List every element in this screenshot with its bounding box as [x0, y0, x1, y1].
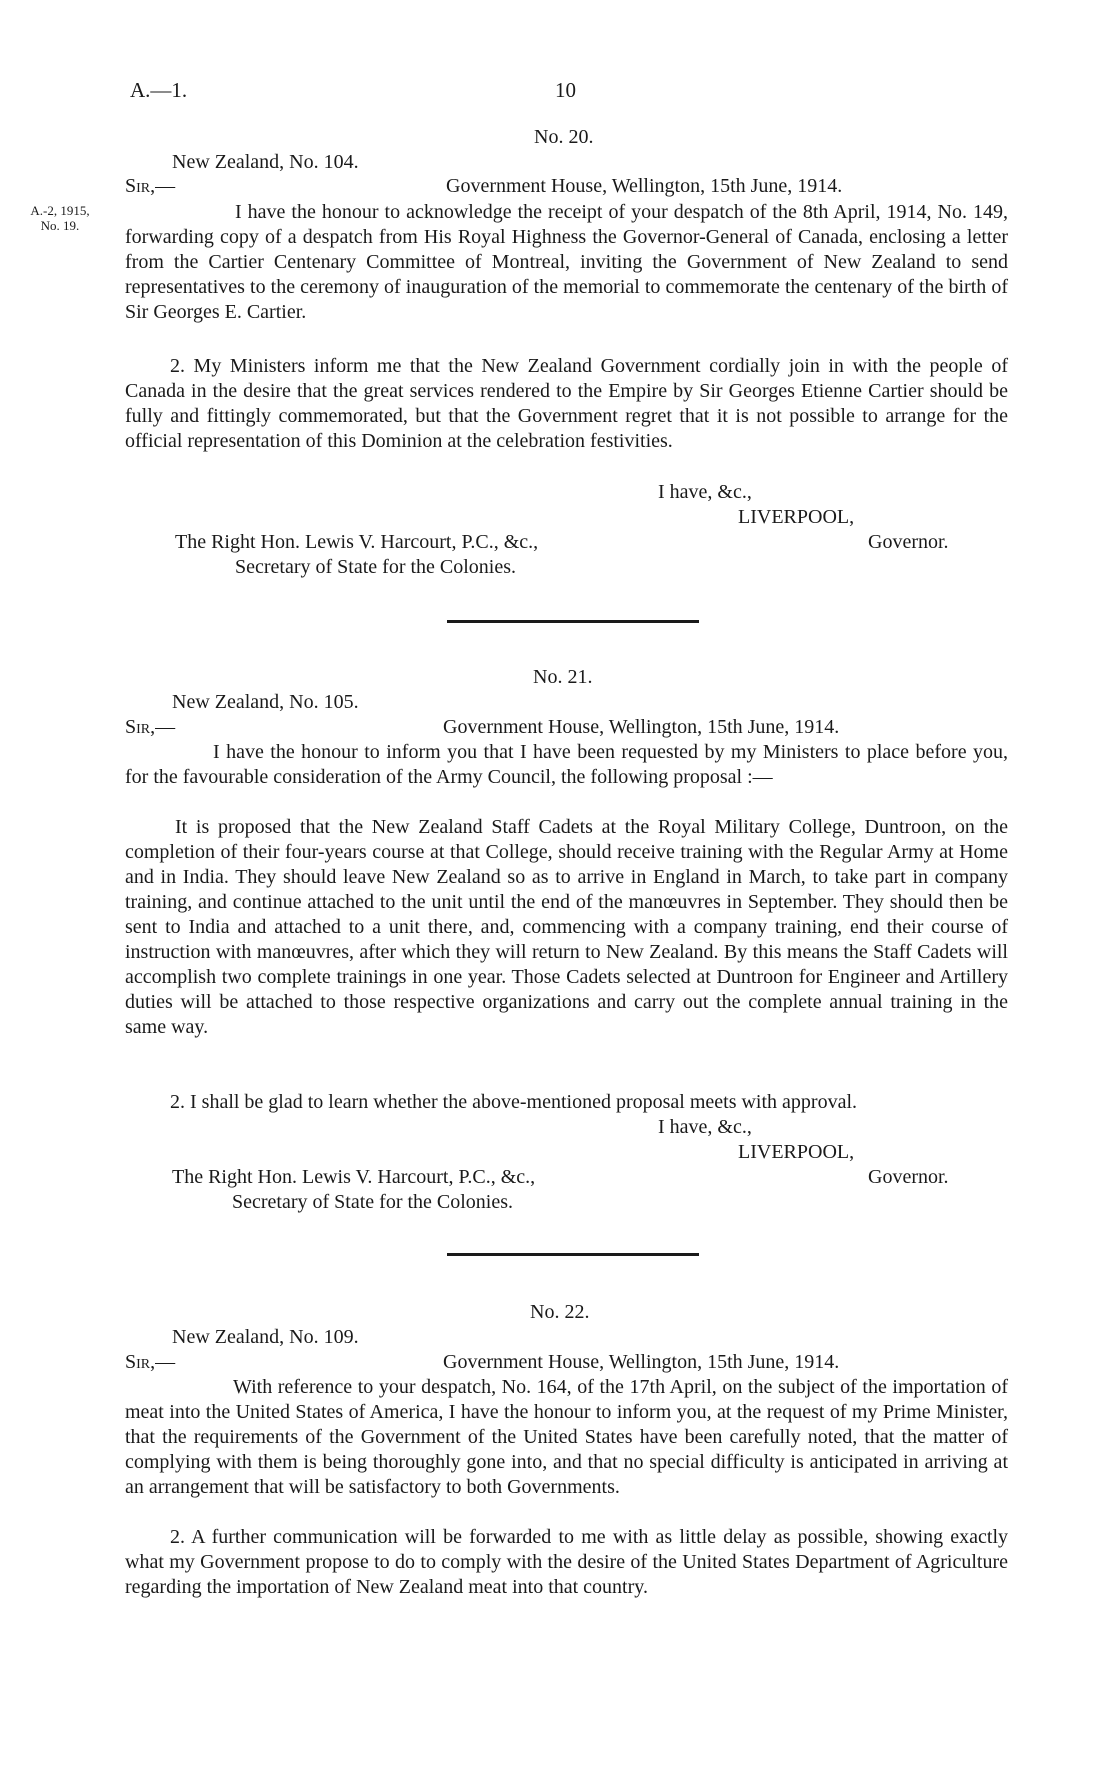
paragraph: I have the honour to acknowledge the receipt of your despatch of the 8th April, 1914, No. 149, forwarding copy of a despatch from His Royal Highness the Governor-General of Canada, enclosing a letter from the Cartier Centenary Committee of Montreal, inviting the Government of New Zealand to send representatives to the ceremony of inauguration of the memorial to commemorate the centenary of the birth of Sir Georges E. Cartier.: [125, 201, 1008, 323]
paragraph: 2. My Ministers inform me that the New Zealand Government cordially join in with the people of Canada in the desire that the great services rendered to the Empire by Sir Georges Etienne Cartier should be fully and fittingly commemorated, but that the Government regret that it is not possible to arrange for the official representation of this Dominion at the celebration festivities.: [125, 355, 1008, 452]
salutation: Sir,—: [125, 716, 176, 738]
place-date: Government House, Wellington, 15th June, 1914.: [443, 1351, 840, 1373]
letter-number: No. 20.: [534, 126, 594, 148]
signature: LIVERPOOL,: [738, 506, 855, 528]
addressee-title: Secretary of State for the Colonies.: [235, 556, 517, 578]
closing: I have, &c.,: [658, 481, 752, 503]
signer-title: Governor.: [868, 531, 949, 553]
page-number: 10: [555, 78, 576, 102]
paragraph: 2. A further communication will be forwarded to me with as little delay as possible, showing exactly what my Government propose to do to comply with the desire of the United States Department of Agriculture regarding the importation of New Zealand meat into that country.: [125, 1526, 1008, 1598]
nz-reference: New Zealand, No. 104.: [172, 151, 359, 173]
paragraph: 2. I shall be glad to learn whether the above-mentioned proposal meets with approval.: [170, 1091, 858, 1113]
signer-title: Governor.: [868, 1166, 949, 1188]
place-date: Government House, Wellington, 15th June, 1914.: [446, 175, 843, 197]
place-date: Government House, Wellington, 15th June, 1914.: [443, 716, 840, 738]
paragraph: It is proposed that the New Zealand Staff Cadets at the Royal Military College, Duntroon, on the completion of their four-years course at that College, should receive training with the Regular Army at Home and in India. They should leave New Zealand so as to arrive in England in March, to take part in company training, and continue attached to the unit until the end of the manœuvres in September. They should then be sent to India and attached to a unit there, and, commencing with a company training, end their course of instruction with manœuvres, after which they will return to New Zealand. By this means the Staff Cadets will accomplish two complete trainings in one year. Those Cadets selected at Duntroon for Engineer and Artillery duties will be attached to those respective organizations and carry out the complete annual training in the same way.: [125, 816, 1008, 1038]
signature: LIVERPOOL,: [738, 1141, 855, 1163]
section-divider: [447, 620, 699, 623]
addressee: The Right Hon. Lewis V. Harcourt, P.C., &c.,: [172, 1166, 536, 1188]
margin-reference: [14, 203, 106, 233]
salutation: Sir,—: [125, 1351, 176, 1373]
closing: I have, &c.,: [658, 1116, 752, 1138]
document-reference: A.—1.: [130, 78, 188, 102]
paragraph: I have the honour to inform you that I have been requested by my Ministers to place before you, for the favourable consideration of the Army Council, the following proposal :—: [125, 741, 1008, 788]
paragraph: With reference to your despatch, No. 164, of the 17th April, on the subject of the importation of meat into the United States of America, I have the honour to inform you, at the request of my Prime Minister, that the requirements of the Government of the United States have been carefully noted, that the matter of complying with them is being thoroughly gone into, and that no special difficulty is anticipated in arriving at an arrangement that will be satisfactory to both Governments.: [125, 1376, 1008, 1498]
letter-number: No. 21.: [533, 666, 593, 688]
nz-reference: New Zealand, No. 105.: [172, 691, 359, 713]
addressee: The Right Hon. Lewis V. Harcourt, P.C., &c.,: [175, 531, 539, 553]
letter-number: No. 22.: [530, 1301, 590, 1323]
margin-reference-line2: No. 19.: [40, 218, 80, 233]
margin-reference-line1: A.-2, 1915,: [30, 203, 90, 218]
nz-reference: New Zealand, No. 109.: [172, 1326, 359, 1348]
addressee-title: Secretary of State for the Colonies.: [232, 1191, 514, 1213]
section-divider: [447, 1253, 699, 1256]
salutation: Sir,—: [125, 175, 176, 197]
